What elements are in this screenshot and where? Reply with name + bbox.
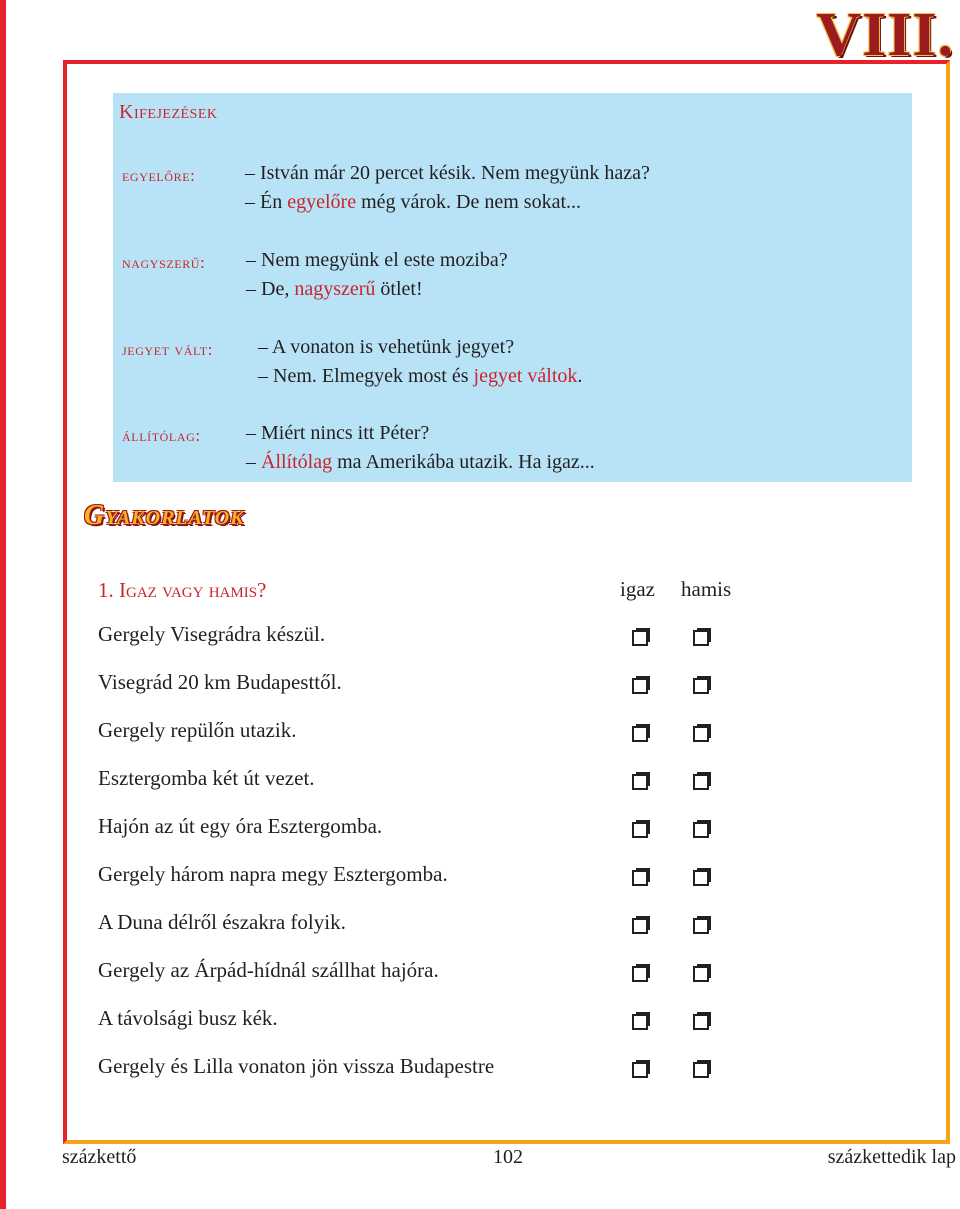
expressions-title: Kifejezések [119, 101, 218, 123]
statement-text: A Duna délről északra folyik. [98, 910, 346, 934]
column-header-true: igaz [620, 577, 655, 601]
false-checkbox[interactable] [693, 966, 709, 982]
false-checkbox[interactable] [693, 630, 709, 646]
highlighted-expression: egyelőre [287, 191, 357, 213]
true-checkbox[interactable] [632, 630, 648, 646]
highlighted-expression: Állítólag [261, 451, 333, 473]
highlighted-expression: jegyet váltok [473, 365, 578, 387]
statement-text: Gergely és Lilla vonaton jön vissza Budapestre [98, 1054, 495, 1078]
true-checkbox[interactable] [632, 870, 648, 886]
true-checkbox[interactable] [632, 678, 648, 694]
true-checkbox[interactable] [632, 774, 648, 790]
false-checkbox[interactable] [693, 726, 709, 742]
statement-text: Gergely három napra megy Esztergomba. [98, 862, 448, 886]
statement-text: Gergely Visegrádra készül. [98, 622, 326, 646]
highlighted-expression: nagyszerű [294, 278, 376, 300]
statement-text: Visegrád 20 km Budapesttől. [98, 670, 342, 694]
dialogue-line: – Nem. Elmegyek most és jegyet váltok. [258, 365, 583, 387]
left-edge-bar [0, 0, 6, 1209]
term-nagyszeru: nagyszerű: [122, 253, 206, 272]
true-checkbox[interactable] [632, 822, 648, 838]
term-allitolag: állítólag: [122, 426, 201, 445]
false-checkbox[interactable] [693, 1062, 709, 1078]
true-checkbox[interactable] [632, 726, 648, 742]
false-checkbox[interactable] [693, 822, 709, 838]
statement-text: A távolsági busz kék. [98, 1006, 278, 1030]
true-checkbox[interactable] [632, 1062, 648, 1078]
exercises-heading: Gyakorlatok [84, 500, 245, 531]
exercise-1-title: 1. Igaz vagy hamis? [98, 578, 267, 602]
true-checkbox[interactable] [632, 966, 648, 982]
dialogue-line: – Én egyelőre még várok. De nem sokat... [245, 191, 582, 213]
column-header-false: hamis [681, 577, 732, 601]
statement-text: Gergely az Árpád-hídnál szállhat hajóra. [98, 958, 439, 982]
term-jegyet-valt: jegyet vált: [122, 340, 214, 359]
dialogue-line: – István már 20 percet késik. Nem megyünk haza? [245, 162, 650, 184]
dialogue-line: – Miért nincs itt Péter? [246, 422, 430, 444]
expressions-box [113, 93, 912, 482]
true-checkbox[interactable] [632, 918, 648, 934]
false-checkbox[interactable] [693, 870, 709, 886]
false-checkbox[interactable] [693, 1014, 709, 1030]
footer-right: százkettedik lap [827, 1146, 956, 1168]
chapter-number: VIII. [816, 1, 954, 69]
true-checkbox[interactable] [632, 1014, 648, 1030]
dialogue-line: – Állítólag ma Amerikába utazik. Ha igaz... [246, 451, 595, 473]
statement-text: Gergely repülőn utazik. [98, 718, 297, 742]
term-egyelore: egyelőre: [122, 166, 196, 185]
footer-left: százkettő [62, 1146, 137, 1168]
statement-text: Hajón az út egy óra Esztergomba. [98, 814, 383, 838]
false-checkbox[interactable] [693, 918, 709, 934]
page-number: 102 [493, 1146, 523, 1168]
dialogue-line: – A vonaton is vehetünk jegyet? [258, 336, 515, 358]
dialogue-line: – De, nagyszerű ötlet! [246, 278, 423, 300]
false-checkbox[interactable] [693, 774, 709, 790]
dialogue-line: – Nem megyünk el este moziba? [246, 249, 508, 271]
false-checkbox[interactable] [693, 678, 709, 694]
statement-text: Esztergomba két út vezet. [98, 766, 315, 790]
